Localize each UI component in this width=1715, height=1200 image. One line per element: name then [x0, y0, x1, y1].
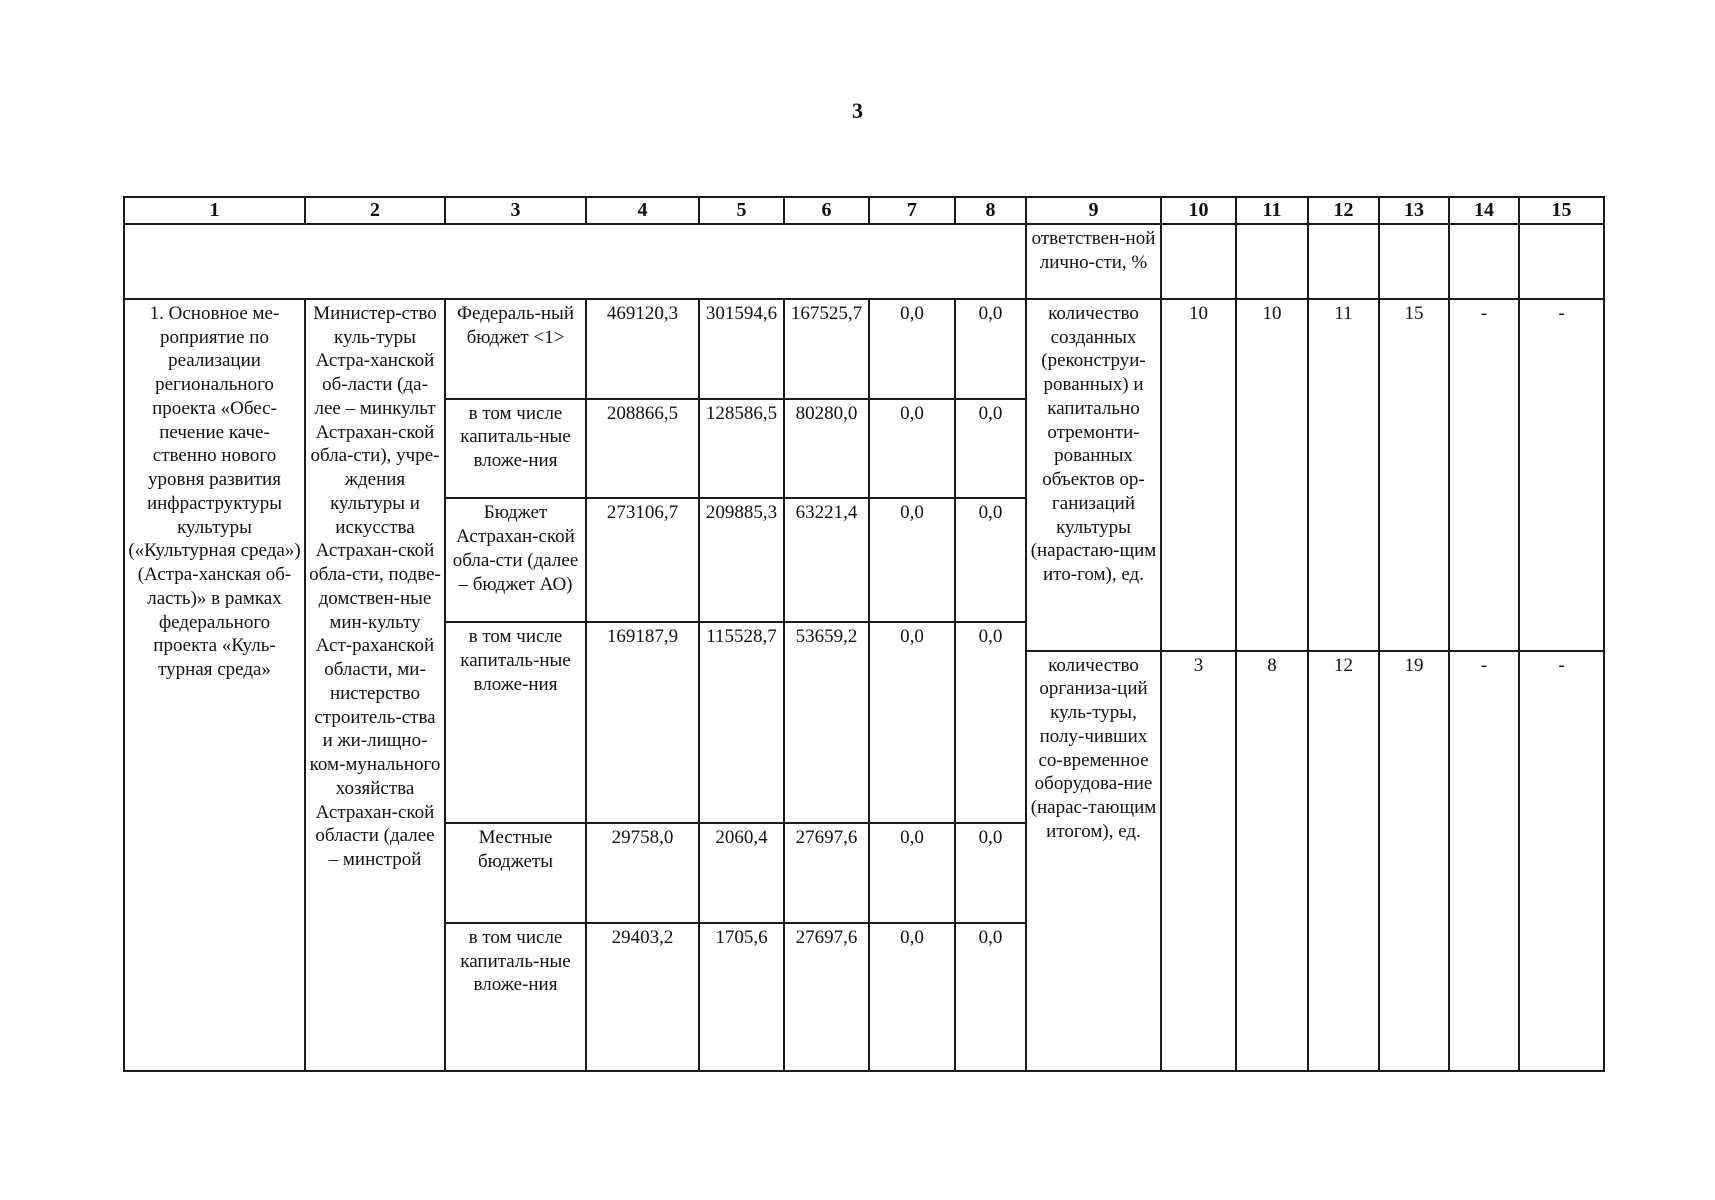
- funding-value: 0,0: [955, 622, 1026, 823]
- funding-row-federal: [124, 299, 1604, 399]
- header-cell-1: 1: [124, 197, 305, 224]
- funding-value: 0,0: [869, 622, 955, 823]
- funding-source: в том числе капиталь-ные вложе-ния: [445, 622, 586, 823]
- funding-value: 80280,0: [784, 399, 869, 499]
- funding-value: 209885,3: [699, 498, 784, 622]
- header-cell-9: 9: [1026, 197, 1161, 224]
- header-cell-3: 3: [445, 197, 586, 224]
- header-cell-12: 12: [1308, 197, 1379, 224]
- funding-value: 0,0: [869, 399, 955, 499]
- funding-value: 469120,3: [586, 299, 699, 399]
- header-row: [124, 197, 1604, 224]
- funding-value: 208866,5: [586, 399, 699, 499]
- header-cell-11: 11: [1236, 197, 1308, 224]
- funding-value: 27697,6: [784, 923, 869, 1071]
- indicator-value: -: [1519, 651, 1604, 1071]
- header-cell-10: 10: [1161, 197, 1236, 224]
- indicator-value: 8: [1236, 651, 1308, 1071]
- header-cell-14: 14: [1449, 197, 1519, 224]
- funding-value: 0,0: [955, 923, 1026, 1071]
- header-cell-8: 8: [955, 197, 1026, 224]
- continuation-row: [124, 224, 1604, 299]
- header-cell-7: 7: [869, 197, 955, 224]
- header-cell-15: 15: [1519, 197, 1604, 224]
- funding-value: 273106,7: [586, 498, 699, 622]
- continuation-cell-10: [1161, 224, 1236, 299]
- indicator-value: 15: [1379, 299, 1449, 651]
- funding-source: Федераль-ный бюджет <1>: [445, 299, 586, 399]
- funding-value: 2060,4: [699, 823, 784, 923]
- indicator-value: 19: [1379, 651, 1449, 1071]
- continuation-cell-14: [1449, 224, 1519, 299]
- funding-value: 167525,7: [784, 299, 869, 399]
- funding-value: 0,0: [869, 299, 955, 399]
- header-cell-6: 6: [784, 197, 869, 224]
- funding-value: 169187,9: [586, 622, 699, 823]
- funding-source: в том числе капиталь-ные вложе-ния: [445, 923, 586, 1071]
- executor-cell: Министер-ство куль-туры Астра-ханской об-ласти (да-лее – минкульт Астрахан-ской обла-сти), учре-ждения культуры и искусства Астрахан-ской обла-сти, подве-домствен-ные мин-культу Аст-раханской области, ми-нистерство строитель-ства и жи-лищно-ком-мунального хозяйства Астрахан-ской области (далее – минстрой: [305, 299, 445, 1071]
- funding-value: 63221,4: [784, 498, 869, 622]
- continuation-cell-15: [1519, 224, 1604, 299]
- program-table: [123, 196, 1605, 1072]
- header-cell-2: 2: [305, 197, 445, 224]
- funding-value: 27697,6: [784, 823, 869, 923]
- continuation-indicator-cell: ответствен-ной лично-сти, %: [1026, 224, 1161, 299]
- funding-value: 128586,5: [699, 399, 784, 499]
- event-name-cell: 1. Основное ме-роприятие по реализации регионального проекта «Обес-печение каче-ственно нового уровня развития инфраструктуры культуры («Культурная среда») (Астра-ханская об-ласть)» в рамках федерального проекта «Куль-турная среда»: [124, 299, 305, 1071]
- header-cell-13: 13: [1379, 197, 1449, 224]
- indicator-value: 12: [1308, 651, 1379, 1071]
- indicator-value: 3: [1161, 651, 1236, 1071]
- continuation-cell-11: [1236, 224, 1308, 299]
- funding-source: в том числе капиталь-ные вложе-ния: [445, 399, 586, 499]
- funding-value: 0,0: [955, 823, 1026, 923]
- funding-value: 29403,2: [586, 923, 699, 1071]
- funding-value: 301594,6: [699, 299, 784, 399]
- funding-value: 29758,0: [586, 823, 699, 923]
- indicator-value: 11: [1308, 299, 1379, 651]
- funding-value: 0,0: [955, 399, 1026, 499]
- funding-value: 53659,2: [784, 622, 869, 823]
- indicator-name-2: количество организа-ций куль-туры, полу-чивших со-временное оборудова-ние (нарас-тающим итогом), ед.: [1026, 651, 1161, 1071]
- indicator-value: -: [1449, 299, 1519, 651]
- indicator-value: 10: [1161, 299, 1236, 651]
- header-cell-4: 4: [586, 197, 699, 224]
- continuation-cell-13: [1379, 224, 1449, 299]
- indicator-value: -: [1519, 299, 1604, 651]
- indicator-name-1: количество созданных (реконструи-рованных) и капитально отремонти-рованных объектов ор-ганизаций культуры (нарастаю-щим ито-гом), ед.: [1026, 299, 1161, 651]
- funding-value: 0,0: [955, 299, 1026, 399]
- indicator-value: 10: [1236, 299, 1308, 651]
- funding-value: 0,0: [869, 498, 955, 622]
- funding-value: 0,0: [869, 923, 955, 1071]
- continuation-cell-12: [1308, 224, 1379, 299]
- continuation-empty-cell: [124, 224, 1026, 299]
- funding-value: 0,0: [955, 498, 1026, 622]
- funding-source: Местные бюджеты: [445, 823, 586, 923]
- page-number: 3: [852, 98, 863, 123]
- funding-value: 0,0: [869, 823, 955, 923]
- indicator-value: -: [1449, 651, 1519, 1071]
- funding-source: Бюджет Астрахан-ской обла-сти (далее – бюджет АО): [445, 498, 586, 622]
- header-cell-5: 5: [699, 197, 784, 224]
- funding-value: 115528,7: [699, 622, 784, 823]
- funding-value: 1705,6: [699, 923, 784, 1071]
